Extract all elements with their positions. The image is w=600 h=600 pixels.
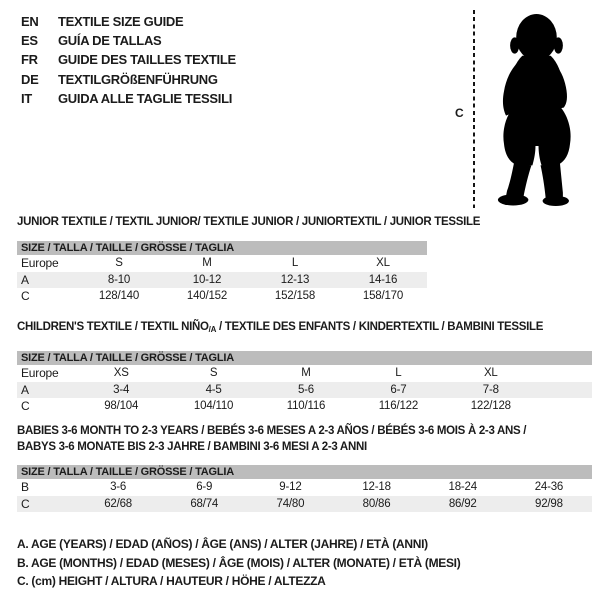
age-cell: 18-24 [448, 481, 477, 494]
language-title: GUIDA ALLE TAGLIE TESSILI [58, 90, 233, 106]
children-textile-section [17, 319, 592, 415]
size-header-band: SIZE / TALLA / TAILLE / GRÖSSE / TAGLIA [17, 241, 427, 255]
height-cell: 74/80 [276, 497, 305, 510]
language-title: TEXTILE SIZE GUIDE [58, 14, 184, 29]
row-label: C [21, 289, 30, 304]
table-row-age [17, 382, 592, 399]
baby-silhouette-icon [486, 10, 588, 208]
size-cell: XL [376, 257, 390, 270]
age-cell: 12-13 [280, 273, 310, 286]
language-row-es [21, 31, 236, 50]
babies-size-table [17, 465, 592, 512]
age-cell: 24-36 [534, 481, 564, 494]
size-cell: S [209, 367, 218, 380]
table-row-height [17, 398, 592, 415]
size-cell: M [202, 257, 212, 270]
babies-section-title-line1: BABIES 3-6 MONTH TO 2-3 YEARS / BEBÉS 3-6 MESES A 2-3 AÑOS / BÉBÉS 3-6 MOIS À 2-3 ANS / [17, 425, 527, 437]
age-cell: 4-5 [205, 383, 222, 396]
height-cell: 158/170 [362, 290, 404, 303]
table-row-height [17, 496, 592, 513]
size-cell: M [301, 367, 311, 380]
junior-size-table [17, 241, 427, 305]
age-cell: 3-4 [113, 383, 130, 396]
children-size-table [17, 351, 592, 415]
height-cell: 104/110 [193, 400, 234, 413]
age-cell: 6-7 [390, 383, 407, 396]
size-cell: L [395, 367, 402, 380]
legend-footnotes [17, 535, 460, 591]
height-cell: 152/158 [274, 290, 316, 303]
height-cell: 140/152 [186, 290, 228, 303]
row-label: C [21, 399, 30, 414]
language-code: IT [21, 90, 32, 106]
language-code: DE [21, 71, 39, 87]
title-text: CHILDREN'S TEXTILE / TEXTIL NIÑO [17, 321, 209, 333]
age-cell: 12-18 [362, 481, 391, 494]
size-cell: XS [113, 367, 129, 380]
height-marker-label: C [455, 106, 464, 120]
title-subscript: /A [208, 325, 217, 334]
row-label: A [21, 382, 29, 397]
age-cell: 7-8 [482, 383, 499, 396]
age-cell: 8-10 [107, 273, 131, 286]
language-row-de [21, 70, 236, 89]
height-cell: 86/92 [448, 497, 477, 510]
height-cell: 68/74 [190, 497, 219, 510]
row-label: A [21, 272, 29, 287]
footnote-age-months: B. AGE (MONTHS) / EDAD (MESES) / ÂGE (MOIS) / ALTER (MONATE) / ETÀ (MESI) [17, 555, 461, 570]
age-cell: 14-16 [368, 273, 398, 286]
table-row-age [17, 272, 427, 289]
size-header-band: SIZE / TALLA / TAILLE / GRÖSSE / TAGLIA [17, 351, 592, 365]
babies-section-title-line2: BABYS 3-6 MONATE BIS 2-3 JAHRE / BAMBINI 3-6 MESI A 2-3 ANNI [17, 441, 367, 453]
height-cell: 98/104 [104, 400, 139, 413]
language-title: GUIDE DES TAILLES TEXTILE [58, 52, 236, 68]
footnote-age-years: A. AGE (YEARS) / EDAD (AÑOS) / ÂGE (ANS) / ALTER (JAHRE) / ETÀ (ANNI) [17, 537, 428, 551]
babies-textile-section [17, 423, 592, 512]
table-row-age-months [17, 479, 592, 496]
row-label: Europe [21, 256, 59, 271]
row-label: C [21, 496, 30, 511]
table-row-europe [17, 255, 427, 272]
language-title-list [21, 12, 236, 108]
age-cell: 3-6 [110, 481, 127, 494]
language-row-en [21, 12, 236, 31]
height-cell: 116/122 [378, 400, 419, 413]
language-code: EN [21, 14, 39, 29]
table-row-height [17, 288, 427, 305]
size-cell: L [291, 257, 299, 270]
language-row-it [21, 89, 236, 108]
height-cell: 80/86 [362, 497, 391, 510]
height-cell: 92/98 [535, 497, 563, 510]
title-text: / TEXTILE DES ENFANTS / KINDERTEXTIL / BAMBINI TESSILE [216, 321, 544, 333]
height-cell: 62/68 [104, 497, 132, 510]
height-cell: 110/116 [286, 400, 326, 413]
language-code: ES [21, 33, 38, 49]
age-cell: 5-6 [297, 383, 314, 396]
age-cell: 10-12 [192, 273, 222, 286]
language-code: FR [21, 52, 38, 68]
height-measure-figure [452, 8, 598, 210]
height-dashed-line [473, 10, 475, 208]
age-cell: 9-12 [279, 481, 302, 494]
language-title: GUÍA DE TALLAS [58, 33, 162, 49]
language-title: TEXTILGRÖßENFÜHRUNG [58, 71, 218, 87]
age-cell: 6-9 [196, 481, 213, 494]
size-cell: XL [483, 367, 498, 380]
size-header-band: SIZE / TALLA / TAILLE / GRÖSSE / TAGLIA [17, 465, 592, 479]
row-label: B [21, 480, 29, 495]
size-cell: S [115, 257, 123, 270]
height-cell: 122/128 [470, 400, 511, 413]
children-section-title [17, 319, 592, 336]
row-label: Europe [21, 366, 59, 381]
footnote-height: C. (cm) HEIGHT / ALTURA / HAUTEUR / HÖHE / ALTEZZA [17, 574, 326, 589]
junior-section-title: JUNIOR TEXTILE / TEXTIL JUNIOR/ TEXTILE JUNIOR / JUNIORTEXTIL / JUNIOR TESSILE [17, 216, 481, 228]
height-cell: 128/140 [98, 290, 140, 303]
table-row-europe [17, 365, 592, 382]
junior-textile-section [17, 214, 481, 305]
language-row-fr [21, 50, 236, 69]
